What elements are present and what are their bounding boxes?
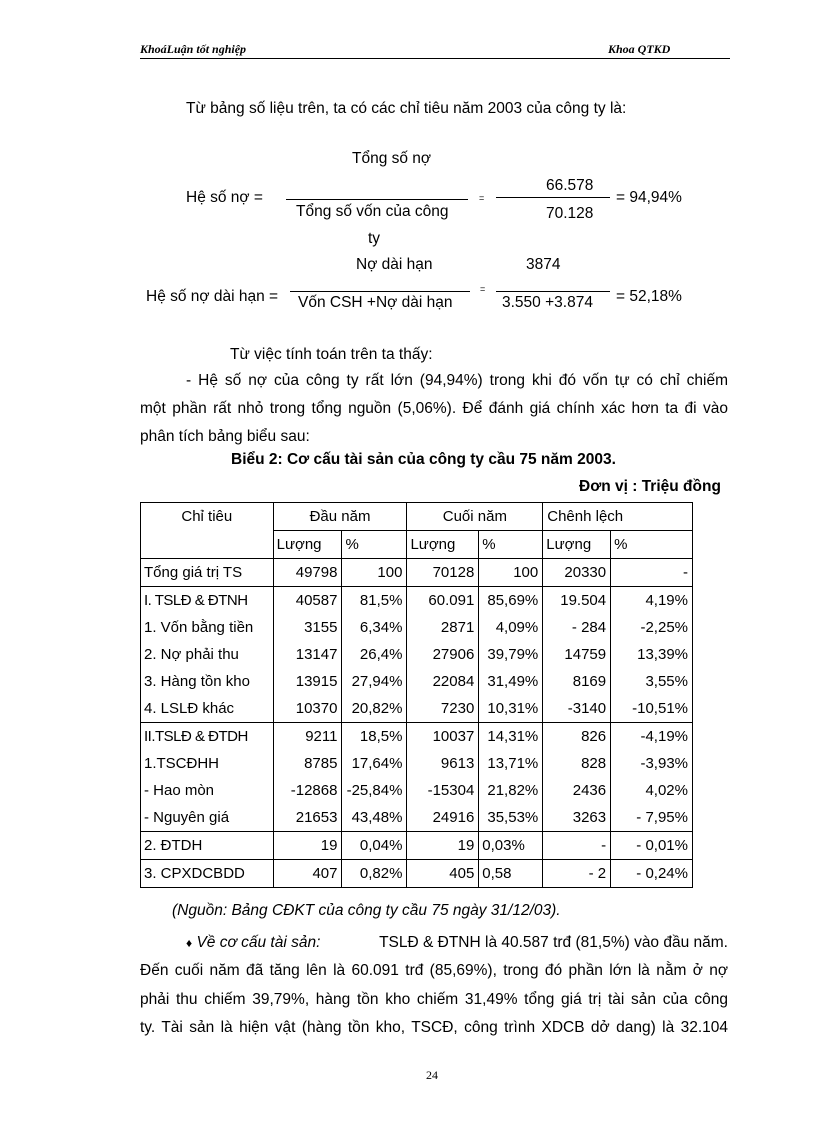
asset-structure-table <box>140 502 693 888</box>
table-row <box>141 723 693 751</box>
cell-a3: -3140 <box>543 695 611 723</box>
cell-a2: 10037 <box>407 723 479 751</box>
bullet-diamond-icon: ♦ <box>186 936 193 950</box>
table-header-row-2 <box>141 531 693 559</box>
cell-p1: 18,5% <box>342 723 407 751</box>
cell-p1: 6,34% <box>342 614 407 641</box>
header-left: KhoáLuận tốt nghiệp <box>140 42 247 56</box>
header-end-year: Cuối năm <box>407 503 543 531</box>
cell-a1: 3155 <box>273 614 342 641</box>
cell-a3: 828 <box>543 750 611 777</box>
formula1-denominator: Tổng số vốn của công <box>296 203 449 220</box>
cell-p3: - 0,24% <box>611 860 693 888</box>
structure-line-1 <box>186 929 728 958</box>
cell-p3: 3,55% <box>611 668 693 695</box>
table-row <box>141 832 693 860</box>
formula2-den-value: 3.550 +3.874 <box>502 294 593 311</box>
header-percent-2: % <box>479 531 543 559</box>
cell-a1: 21653 <box>273 804 342 832</box>
row-label: 1. Vốn bằng tiền <box>141 614 274 641</box>
cell-a3: - 284 <box>543 614 611 641</box>
cell-a3: 826 <box>543 723 611 751</box>
cell-p3: 4,19% <box>611 587 693 615</box>
row-label: II.TSLĐ & ĐTDH <box>141 723 274 751</box>
cell-a1: 13915 <box>273 668 342 695</box>
cell-p3: - <box>611 559 693 587</box>
formula1-label: Hệ số nợ = <box>186 189 263 206</box>
table-row <box>141 750 693 777</box>
cell-p3: 13,39% <box>611 641 693 668</box>
cell-a2: 24916 <box>407 804 479 832</box>
cell-p2: 0,58 <box>479 860 543 888</box>
cell-p3: -2,25% <box>611 614 693 641</box>
cell-a1: -12868 <box>273 777 342 804</box>
cell-a2: 27906 <box>407 641 479 668</box>
row-label: I. TSLĐ & ĐTNH <box>141 587 274 615</box>
cell-p2: 10,31% <box>479 695 543 723</box>
structure-line-1-rest: TSLĐ & ĐTNH là 40.587 trđ (81,5%) vào đầu năm. <box>379 934 728 951</box>
cell-p2: 85,69% <box>479 587 543 615</box>
formula1-denominator-cont: ty <box>368 230 381 247</box>
cell-a1: 9211 <box>273 723 342 751</box>
cell-p3: - 7,95% <box>611 804 693 832</box>
analysis-line-2: một phần rất nhỏ trong tổng nguồn (5,06%). Để đánh giá chính xác hơn ta đi vào <box>140 400 728 417</box>
cell-a1: 407 <box>273 860 342 888</box>
cell-a2: -15304 <box>407 777 479 804</box>
table-row <box>141 614 693 641</box>
table-row <box>141 777 693 804</box>
cell-p1: 17,64% <box>342 750 407 777</box>
cell-p1: 81,5% <box>342 587 407 615</box>
analysis-lead: Từ việc tính toán trên ta thấy: <box>230 346 433 363</box>
table-row <box>141 860 693 888</box>
cell-p2: 100 <box>479 559 543 587</box>
cell-a2: 22084 <box>407 668 479 695</box>
header-right: Khoa QTKD <box>608 42 671 56</box>
cell-a2: 405 <box>407 860 479 888</box>
cell-p2: 21,82% <box>479 777 543 804</box>
table-row <box>141 559 693 587</box>
formula2-equals: = <box>480 284 486 294</box>
formula1-numerator: Tổng số nợ <box>352 150 432 167</box>
cell-a3: 2436 <box>543 777 611 804</box>
cell-a2: 9613 <box>407 750 479 777</box>
cell-p3: - 0,01% <box>611 832 693 860</box>
cell-p1: 0,82% <box>342 860 407 888</box>
cell-a1: 49798 <box>273 559 342 587</box>
cell-a2: 7230 <box>407 695 479 723</box>
cell-a3: 8169 <box>543 668 611 695</box>
table-header-row-1 <box>141 503 693 531</box>
cell-p3: -10,51% <box>611 695 693 723</box>
cell-p2: 31,49% <box>479 668 543 695</box>
header-amount-1: Lượng <box>273 531 342 559</box>
row-label: 3. CPXDCBDD <box>141 860 274 888</box>
cell-p2: 39,79% <box>479 641 543 668</box>
row-label: 2. ĐTDH <box>141 832 274 860</box>
formula1-fraction-bar <box>286 199 468 200</box>
intro-text: Từ bảng số liệu trên, ta có các chỉ tiêu năm 2003 của công ty là: <box>186 100 627 117</box>
cell-a3: 19.504 <box>543 587 611 615</box>
cell-p2: 4,09% <box>479 614 543 641</box>
cell-a2: 2871 <box>407 614 479 641</box>
cell-a2: 60.091 <box>407 587 479 615</box>
header-rule <box>140 58 730 59</box>
cell-a1: 13147 <box>273 641 342 668</box>
analysis-line-1: - Hệ số nợ của công ty rất lớn (94,94%) trong khi đó vốn tự có chỉ chiếm <box>186 372 728 389</box>
header-percent-1: % <box>342 531 407 559</box>
table-row <box>141 804 693 832</box>
cell-p2: 0,03% <box>479 832 543 860</box>
cell-p1: 100 <box>342 559 407 587</box>
table-title: Biểu 2: Cơ cấu tài sản của công ty cầu 75 năm 2003. <box>231 451 616 468</box>
row-label: - Nguyên giá <box>141 804 274 832</box>
page-number: 24 <box>426 1068 438 1082</box>
structure-line-3: phải thu chiếm 39,79%, hàng tồn kho chiếm 31,49% tổng giá trị tài sản của công <box>140 991 728 1008</box>
row-label: 3. Hàng tồn kho <box>141 668 274 695</box>
row-label: Tổng giá trị TS <box>141 559 274 587</box>
cell-a1: 40587 <box>273 587 342 615</box>
cell-a1: 10370 <box>273 695 342 723</box>
formula1-equals: = <box>479 193 485 203</box>
header-difference: Chênh lệch <box>543 503 693 531</box>
cell-p1: 26,4% <box>342 641 407 668</box>
cell-a3: - <box>543 832 611 860</box>
analysis-line-3: phân tích bảng biểu sau: <box>140 428 310 445</box>
structure-lead: Về cơ cấu tài sản: <box>196 934 321 951</box>
cell-a2: 19 <box>407 832 479 860</box>
cell-a1: 19 <box>273 832 342 860</box>
cell-p1: -25,84% <box>342 777 407 804</box>
header-start-year: Đầu năm <box>273 503 407 531</box>
row-label: - Hao mòn <box>141 777 274 804</box>
table-row <box>141 641 693 668</box>
formula1-den-value: 70.128 <box>546 205 594 222</box>
cell-p2: 35,53% <box>479 804 543 832</box>
cell-a2: 70128 <box>407 559 479 587</box>
cell-a3: - 2 <box>543 860 611 888</box>
formula2-numerator: Nợ dài hạn <box>356 256 433 273</box>
row-label: 1.TSCĐHH <box>141 750 274 777</box>
header-amount-3: Lượng <box>543 531 611 559</box>
table-source: (Nguồn: Bảng CĐKT của công ty cầu 75 ngày 31/12/03). <box>172 902 561 919</box>
cell-p1: 27,94% <box>342 668 407 695</box>
cell-a1: 8785 <box>273 750 342 777</box>
cell-p3: 4,02% <box>611 777 693 804</box>
table-row <box>141 695 693 723</box>
structure-line-2: Đến cuối năm đã tăng lên là 60.091 trđ (85,69%), trong đó phần lớn là nằm ở nợ <box>140 962 728 979</box>
cell-p2: 13,71% <box>479 750 543 777</box>
row-label: 2. Nợ phải thu <box>141 641 274 668</box>
table-unit: Đơn vị : Triệu đồng <box>579 478 721 495</box>
formula2-denominator: Vốn CSH +Nợ dài hạn <box>298 294 453 311</box>
formula2-value-bar <box>496 291 610 292</box>
cell-a3: 14759 <box>543 641 611 668</box>
cell-p1: 0,04% <box>342 832 407 860</box>
formula2-label: Hệ số nợ dài hạn = <box>146 288 279 305</box>
table-row <box>141 668 693 695</box>
formula2-num-value: 3874 <box>526 256 561 273</box>
formula1-result: = 94,94% <box>616 189 682 206</box>
cell-p2: 14,31% <box>479 723 543 751</box>
cell-p1: 43,48% <box>342 804 407 832</box>
cell-a3: 3263 <box>543 804 611 832</box>
formula2-fraction-bar <box>290 291 470 292</box>
header-indicator: Chỉ tiêu <box>141 503 274 531</box>
cell-p3: -4,19% <box>611 723 693 751</box>
row-label: 4. LSLĐ khác <box>141 695 274 723</box>
table-row <box>141 587 693 615</box>
structure-line-4: ty. Tài sản là hiện vật (hàng tồn kho, TSCĐ, công trình XDCB dở dang) là 32.104 <box>140 1019 728 1036</box>
cell-p1: 20,82% <box>342 695 407 723</box>
header-indicator-cont <box>141 531 274 559</box>
header-percent-3: % <box>611 531 693 559</box>
cell-p3: -3,93% <box>611 750 693 777</box>
cell-a3: 20330 <box>543 559 611 587</box>
formula2-result: = 52,18% <box>616 288 682 305</box>
formula1-num-value: 66.578 <box>546 177 594 194</box>
formula1-value-bar <box>496 197 610 198</box>
header-amount-2: Lượng <box>407 531 479 559</box>
